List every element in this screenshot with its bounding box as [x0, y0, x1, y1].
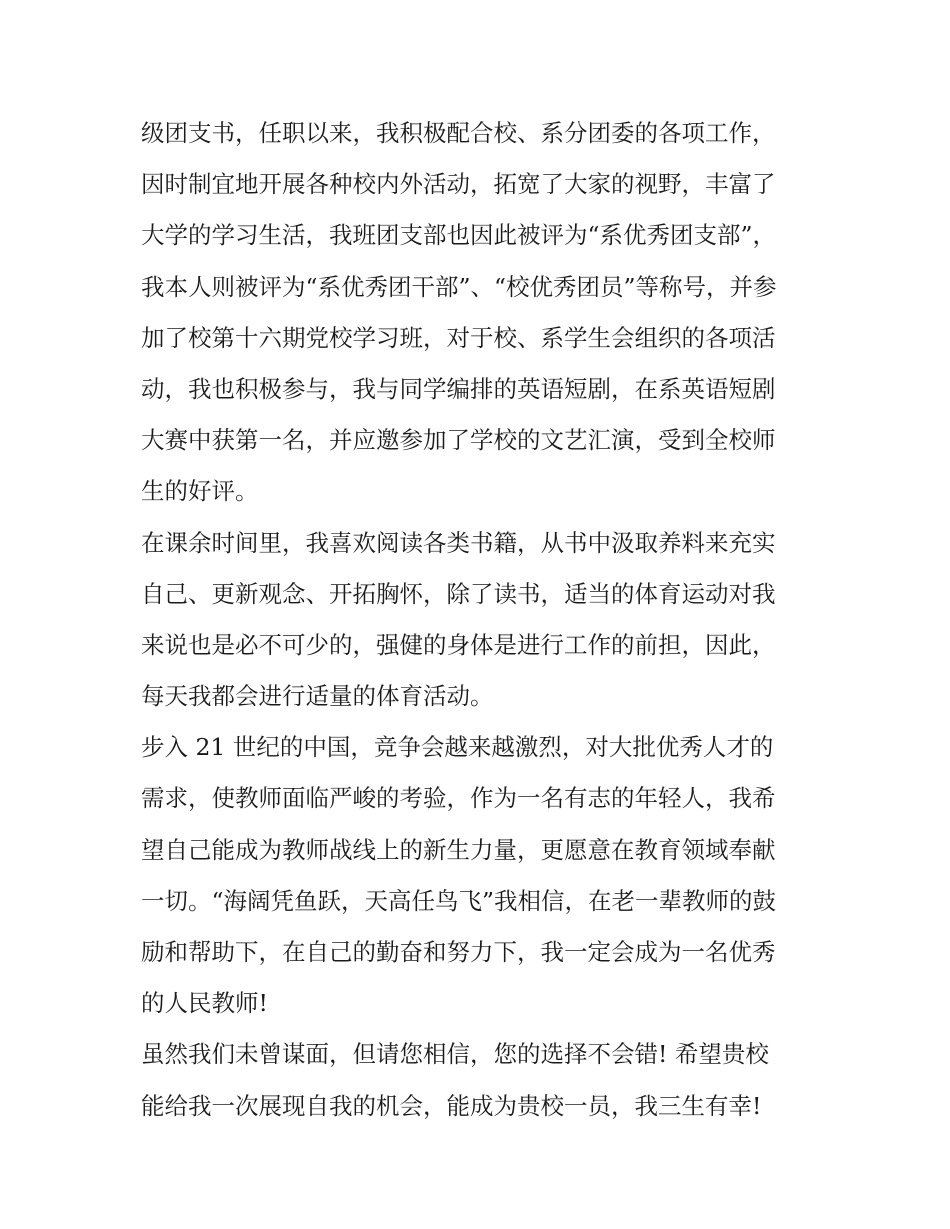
- text-line: 在课余时间里，我喜欢阅读各类书籍，从书中汲取养料来充实: [141, 528, 776, 557]
- paragraph-aspiration: [141, 722, 813, 1029]
- text-line: 步入 21 世纪的中国，竞争会越来越激烈，对大批优秀人才的: [141, 733, 774, 762]
- text-line: 动，我也积极参与，我与同学编排的英语短剧，在系英语短剧: [141, 374, 776, 403]
- text-line: 励和帮助下，在自己的勤奋和努力下，我一定会成为一名优秀: [141, 938, 776, 966]
- text-line: 生的好评。: [141, 477, 259, 506]
- paragraph-closing: [141, 1029, 813, 1131]
- text-line: 的人民教师!: [141, 989, 268, 1018]
- text-line: 一切。“海阔凭鱼跃，天高任鸟飞”我相信，在老一辈教师的鼓: [141, 886, 777, 915]
- paragraph-reading-sports: [141, 518, 813, 723]
- text-line: 来说也是必不可少的，强健的身体是进行工作的前担，因此，: [141, 630, 776, 659]
- text-line: 每天我都会进行适量的体育活动。: [141, 682, 494, 711]
- text-line: 大赛中获第一名，并应邀参加了学校的文艺汇演，受到全校师: [141, 426, 776, 455]
- text-line: 大学的学习生活，我班团支部也因此被评为“系优秀团支部”，: [141, 221, 777, 250]
- text-line: 能给我一次展现自我的机会，能成为贵校一员，我三生有幸!: [141, 1091, 762, 1120]
- text-line: 虽然我们未曾谋面，但请您相信，您的选择不会错! 希望贵校: [141, 1040, 769, 1069]
- text-line: 加了校第十六期党校学习班，对于校、系学生会组织的各项活: [141, 323, 776, 352]
- document-body: [141, 108, 813, 1132]
- text-line: 需求，使教师面临严峻的考验，作为一名有志的年轻人，我希: [141, 784, 776, 813]
- text-line: 级团支书，任职以来，我积极配合校、系分团委的各项工作，: [141, 119, 776, 147]
- text-line: 我本人则被评为“系优秀团干部”、“校优秀团员”等称号，并参: [141, 272, 777, 301]
- text-line: 自己、更新观念、开拓胸怀，除了读书，适当的体育运动对我: [141, 579, 776, 608]
- text-line: 因时制宜地开展各种校内外活动，拓宽了大家的视野，丰富了: [141, 170, 776, 199]
- text-line: 望自己能成为教师战线上的新生力量，更愿意在教育领域奉献: [141, 835, 776, 864]
- paragraph-league-work: [141, 108, 813, 518]
